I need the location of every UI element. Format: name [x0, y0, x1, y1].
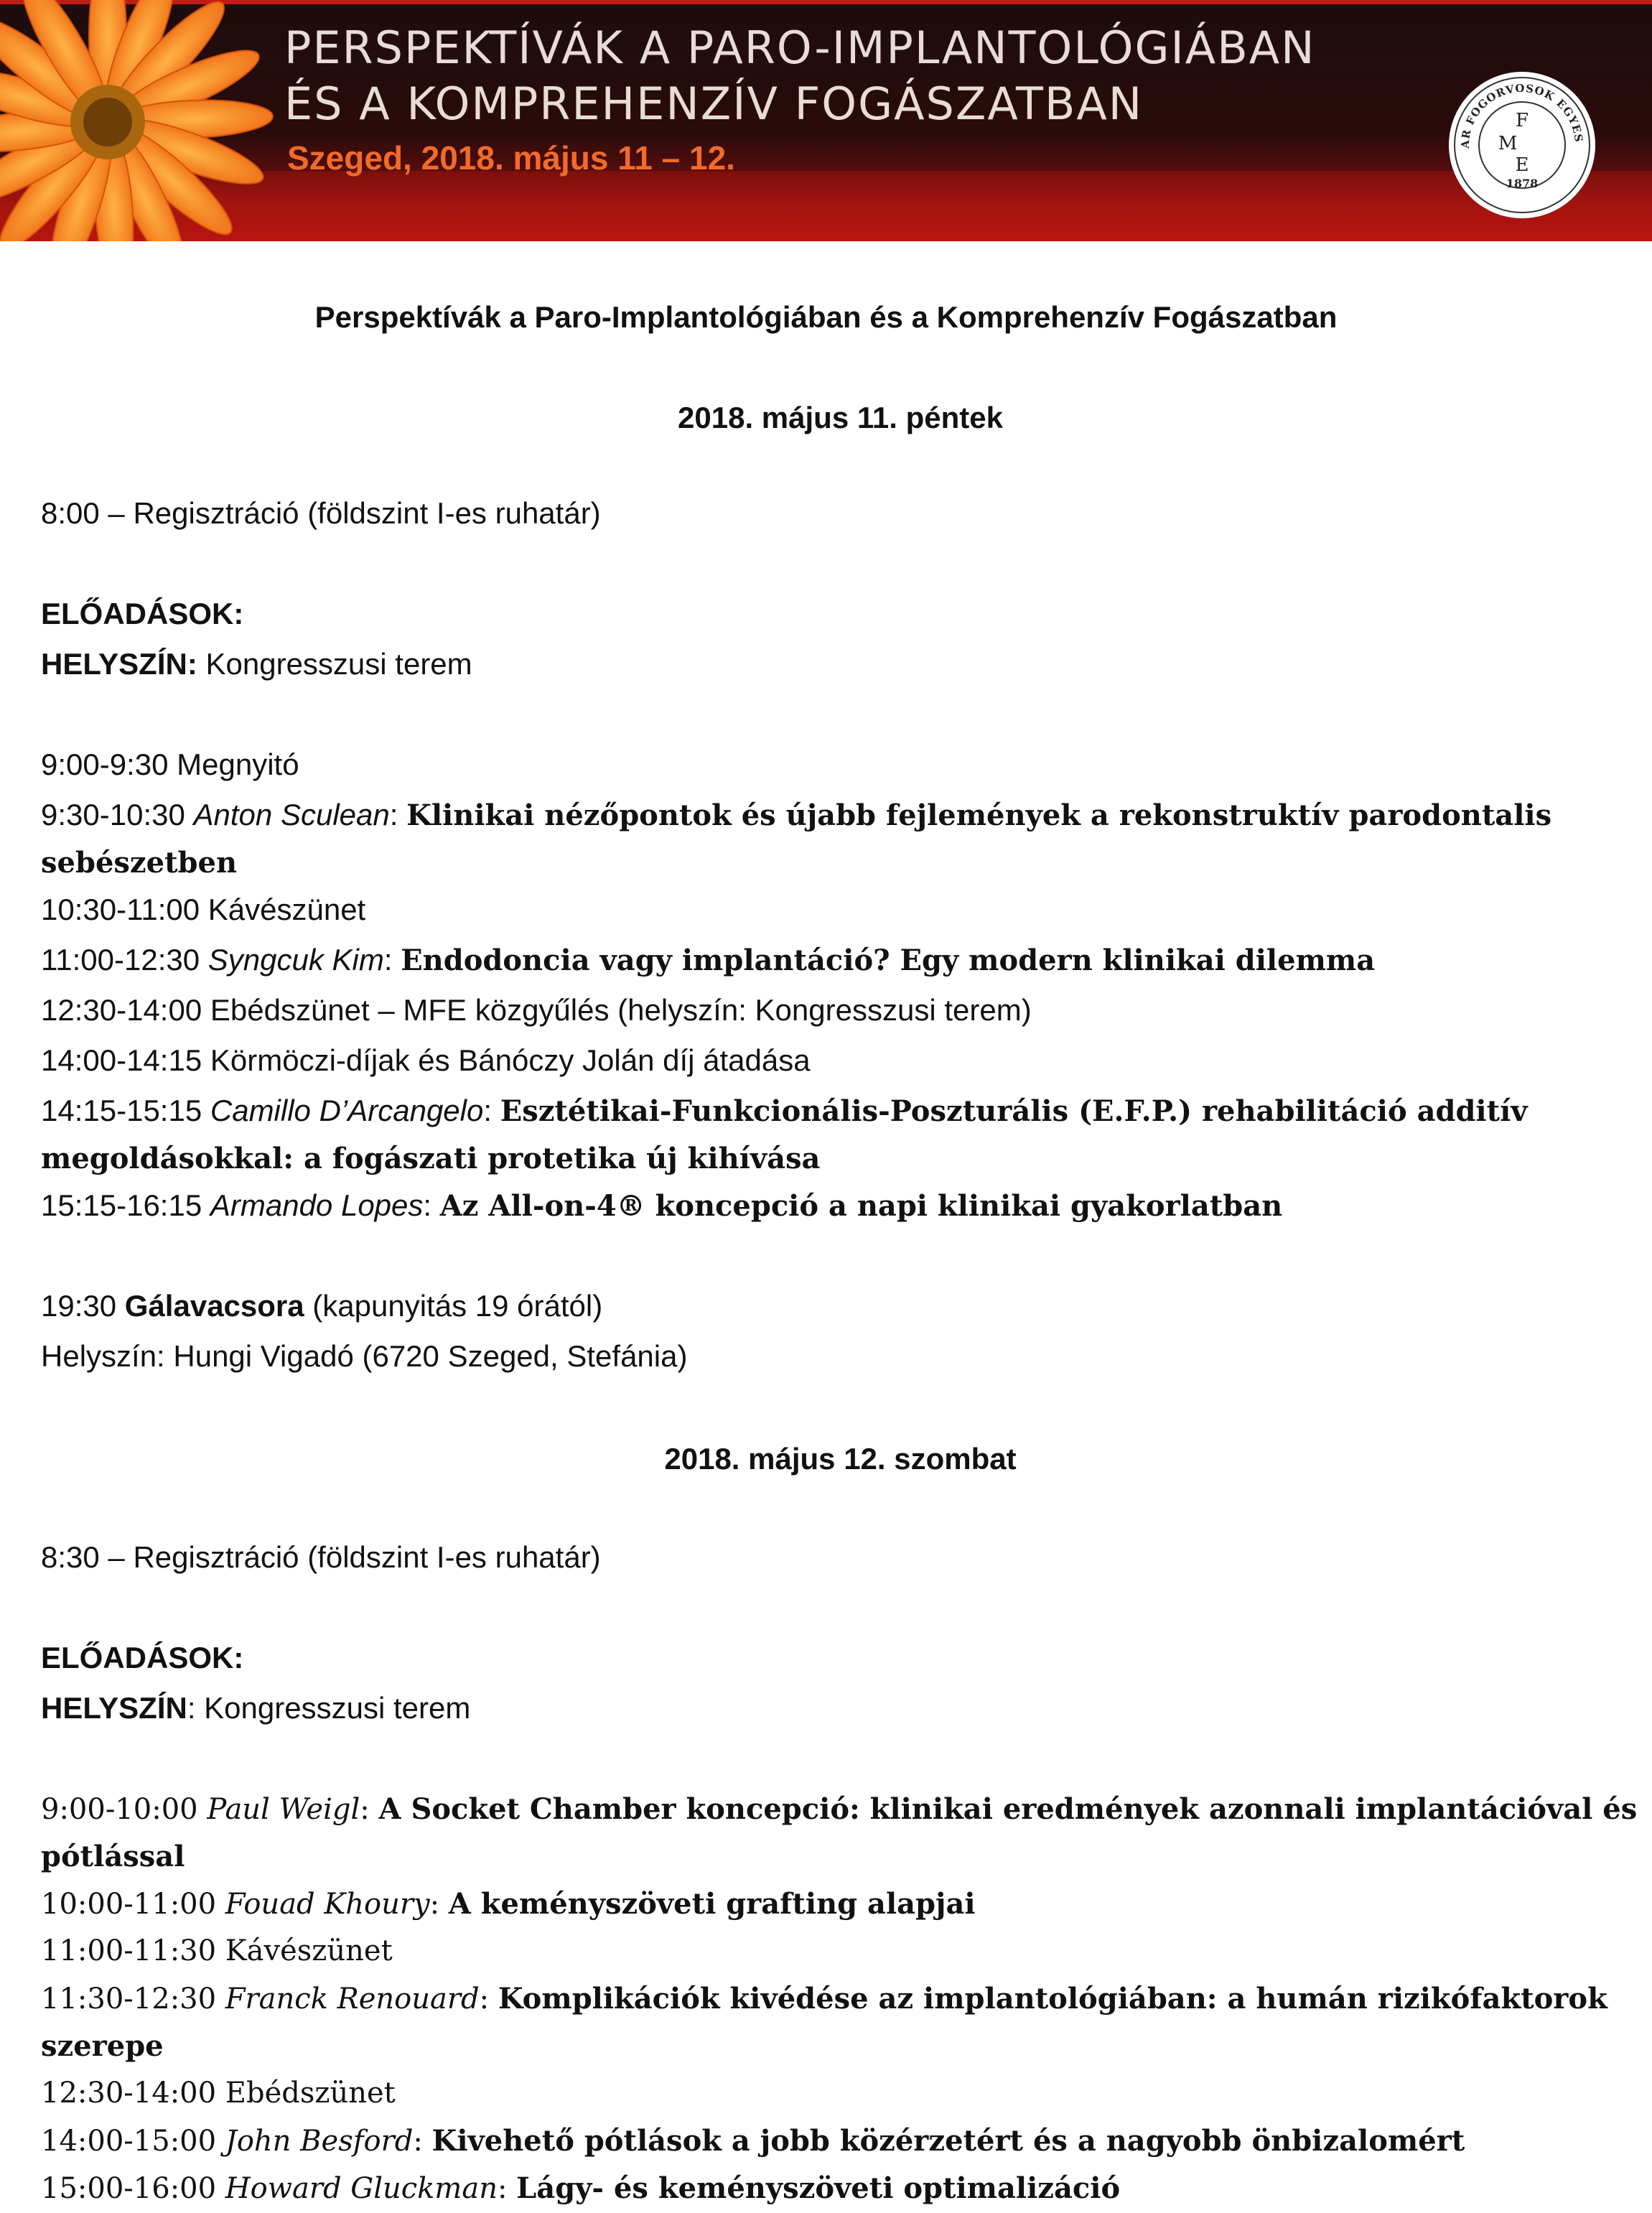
document-heading: Perspektívák a Paro-Implantológiában és a Komprehenzív Fogászatban — [314, 300, 1338, 334]
day2-date: 2018. május 12. szombat — [664, 1442, 1017, 1476]
banner-subtitle: Szeged, 2018. május 11 – 12. — [287, 139, 735, 177]
day1-lunch: 12:30-14:00 Ebédszünet – MFE közgyűlés (helyszín: Kongresszusi terem) — [41, 993, 1032, 1027]
day1-gala-venue: Helyszín: Hungi Vigadó (6720 Szeged, Stefánia) — [41, 1339, 688, 1373]
session-time: 15:00-16:00 — [41, 2172, 225, 2205]
session-time: 9:30-10:30 — [41, 798, 194, 831]
day2-lectures-label — [41, 1634, 1620, 1682]
venue-value: Kongresszusi terem — [197, 647, 472, 681]
session-title: Endodoncia vagy implantáció? Egy modern klinikai dilemma — [401, 944, 1376, 977]
gerbera-flower-icon — [0, 0, 302, 241]
mfe-logo — [1447, 70, 1597, 220]
session-title: Kivehető pótlások a jobb közérzetért és a nagyobb önbizalomért — [431, 2124, 1465, 2158]
day1-awards: 14:00-14:15 Körmöczi-díjak és Bánóczy Jolán díj átadása — [41, 1043, 811, 1077]
day2-session1: 9:00-10:00 Paul Weigl: A Socket Chamber koncepció: klinikai eredmények azonnali implantációval és — [41, 1792, 1638, 1826]
day2-session3: 11:30-12:30 Franck Renouard: Komplikációk kivédése az implantológiában: a humán rizikófaktorok — [41, 1982, 1607, 2016]
session-title: Klinikai nézőpontok és újabb fejlemények a rekonstruktív parodontalis — [406, 798, 1552, 832]
day1-session3: 14:15-15:15 Camillo D’Arcangelo: Esztétikai-Funkcionális-Poszturális (E.F.P.) rehabilitáció additív — [41, 1094, 1528, 1128]
session-speaker: Franck Renouard — [225, 1983, 480, 2016]
session-title-cont: szerepe — [41, 2029, 164, 2063]
session-speaker: Anton Sculean — [193, 798, 390, 831]
day1-gala — [41, 1282, 1620, 1330]
day2-session4: 14:00-15:00 John Besford: Kivehető pótlások a jobb közérzetért és a nagyobb önbizalomért — [41, 2124, 1465, 2158]
session-title-cont: sebészetben — [41, 846, 238, 880]
session-speaker: Howard Gluckman — [225, 2172, 498, 2205]
gala-note: (kapunyitás 19 órától) — [304, 1289, 603, 1323]
day1-venue — [41, 640, 1620, 688]
logo-letter-m: M — [1498, 133, 1518, 154]
session-speaker: Paul Weigl — [207, 1793, 360, 1826]
day2-break: 11:00-11:30 Kávészünet — [41, 1934, 393, 1967]
day2-session2: 10:00-11:00 Fouad Khoury: A keményszöveti grafting alapjai — [41, 1887, 976, 1921]
header-banner — [0, 0, 1652, 241]
session-title: Az All-on-4® koncepció a napi klinikai gyakorlatban — [439, 1189, 1283, 1223]
session-time: 9:00-10:00 — [41, 1793, 207, 1826]
session-speaker: Camillo D’Arcangelo — [210, 1094, 484, 1127]
session-time: 11:30-12:30 — [41, 1983, 225, 2016]
day1-break: 10:30-11:00 Kávészünet — [41, 893, 366, 926]
banner-title-line2: ÉS A KOMPREHENZÍV FOGÁSZATBAN — [284, 78, 1144, 130]
logo-letter-f: F — [1515, 110, 1529, 131]
gala-time: 19:30 — [41, 1289, 125, 1323]
day1-session1-cont — [41, 839, 1620, 887]
session-title-cont: pótlással — [41, 1840, 185, 1873]
session-speaker: Syngcuk Kim — [207, 943, 384, 977]
day1-registration: 8:00 – Regisztráció (földszint I-es ruhatár) — [41, 496, 601, 530]
day2-session3-cont — [41, 2022, 1620, 2070]
logo-letter-e: E — [1515, 154, 1529, 176]
day1-session4: 15:15-16:15 Armando Lopes: Az All-on-4® koncepció a napi klinikai gyakorlatban — [41, 1188, 1283, 1223]
venue-label: HELYSZÍN — [41, 1691, 187, 1725]
session-speaker: John Besford — [225, 2125, 414, 2158]
session-speaker: Armando Lopes — [210, 1188, 424, 1222]
session-time: 10:00-11:00 — [41, 1888, 225, 1921]
banner-title-line1: PERSPEKTÍVÁK A PARO-IMPLANTOLÓGIÁBAN — [284, 22, 1316, 74]
session-title: Esztétikai-Funkcionális-Poszturális (E.F.P.) rehabilitáció additív — [500, 1094, 1528, 1128]
banner-title — [284, 20, 1316, 132]
day2-session5: 15:00-16:00 Howard Gluckman: Lágy- és keményszöveti optimalizáció — [41, 2171, 1121, 2205]
day2-venue — [41, 1685, 1620, 1732]
day1-lectures-label — [41, 590, 1620, 638]
mfe-seal-icon — [1447, 70, 1597, 220]
day1-session2: 11:00-12:30 Syngcuk Kim: Endodoncia vagy implantáció? Egy modern klinikai dilemma — [41, 943, 1376, 977]
day1-opening: 9:00-9:30 Megnyitó — [41, 747, 299, 781]
day1-session1: 9:30-10:30 Anton Sculean: Klinikai nézőpontok és újabb fejlemények a rekonstruktív parodontalis — [41, 798, 1552, 832]
gala-label: Gálavacsora — [124, 1289, 304, 1323]
session-speaker: Fouad Khoury — [225, 1888, 430, 1921]
venue-value: : Kongresszusi terem — [187, 1691, 471, 1725]
day1-date: 2018. május 11. péntek — [678, 401, 1003, 434]
logo-ring-text: AR FOGORVOSOK EGYES — [1458, 81, 1586, 149]
session-title-cont: megoldásokkal: a fogászati protetika új kihívása — [41, 1142, 821, 1175]
session-time: 14:00-15:00 — [41, 2125, 225, 2158]
lectures-label: ELŐADÁSOK: — [41, 1641, 244, 1674]
session-time: 11:00-12:30 — [41, 943, 208, 977]
session-time: 15:15-16:15 — [41, 1188, 210, 1222]
day2-registration: 8:30 – Regisztráció (földszint I-es ruhatár) — [41, 1540, 601, 1574]
session-time: 14:15-15:15 — [41, 1094, 210, 1127]
session-title: Komplikációk kivédése az implantológiában: a humán rizikófaktorok — [498, 1982, 1607, 2016]
venue-label: HELYSZÍN: — [41, 647, 197, 681]
session-title: A keményszöveti grafting alapjai — [448, 1887, 976, 1921]
session-title: Lágy- és keményszöveti optimalizáció — [516, 2171, 1121, 2205]
logo-year: 1878 — [1506, 177, 1539, 190]
day2-lunch: 12:30-14:00 Ebédszünet — [41, 2077, 396, 2110]
lectures-label: ELŐADÁSOK: — [41, 597, 244, 630]
day2-session1-cont — [41, 1832, 1620, 1881]
day1-session3-cont — [41, 1135, 1620, 1183]
session-title: A Socket Chamber koncepció: klinikai eredmények azonnali implantációval és — [378, 1792, 1638, 1826]
